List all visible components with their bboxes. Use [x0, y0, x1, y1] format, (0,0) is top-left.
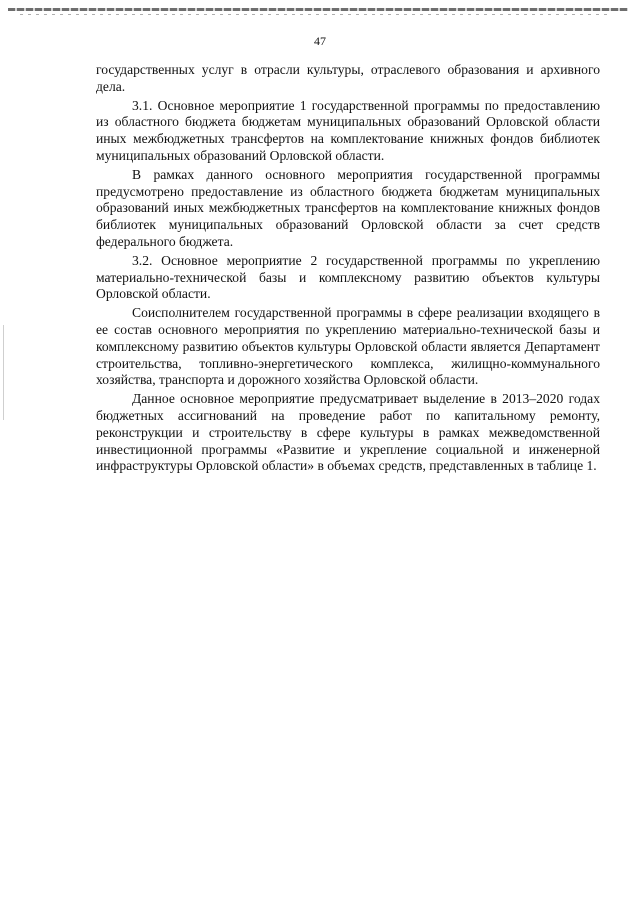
- paragraph-4: 3.2. Основное мероприятие 2 государственной программы по укреплению материально-технической базы и комплексному развитию объектов культуры Орловской области.: [96, 252, 600, 302]
- scan-artifact-left: [3, 325, 4, 420]
- scan-artifact-top: [8, 8, 628, 11]
- scan-artifact-top-faint: [20, 14, 610, 15]
- paragraph-6: Данное основное мероприятие предусматривает выделение в 2013–2020 годах бюджетных ассигнований на проведение работ по капитальному ремонту, реконструкции и строительству в сфере культуры в рамках межведомственной инвестиционной программы «Развитие и укрепление социальной и инженерной инфраструктуры Орловской области» в объемах средств, представленных в таблице 1.: [96, 391, 600, 474]
- page-number: 47: [314, 34, 326, 48]
- document-body: [96, 62, 600, 475]
- paragraph-1: государственных услуг в отрасли культуры, отраслевого образования и архивного дела.: [96, 62, 600, 94]
- paragraph-3: В рамках данного основного мероприятия государственной программы предусмотрено предоставление из областного бюджета бюджетам муниципальных образований иных межбюджетных трансфертов на комплектование книжных фондов библиотек муниципальных образований Орловской области за счет средств федерального бюджета.: [96, 166, 600, 249]
- paragraph-5: Соисполнителем государственной программы в сфере реализации входящего в ее состав основного мероприятия по укреплению материально-технической базы и комплексному развитию объектов культуры Орловской области является Департамент строительства, топливно-энергетического комплекса, жилищно-коммунального хозяйства, транспорта и дорожного хозяйства Орловской области.: [96, 305, 600, 388]
- paragraph-2: 3.1. Основное мероприятие 1 государственной программы по предоставлению из областного бюджета бюджетам муниципальных образований Орловской области иных межбюджетных трансфертов на комплектование книжных фондов библиотек муниципальных образований Орловской области.: [96, 97, 600, 163]
